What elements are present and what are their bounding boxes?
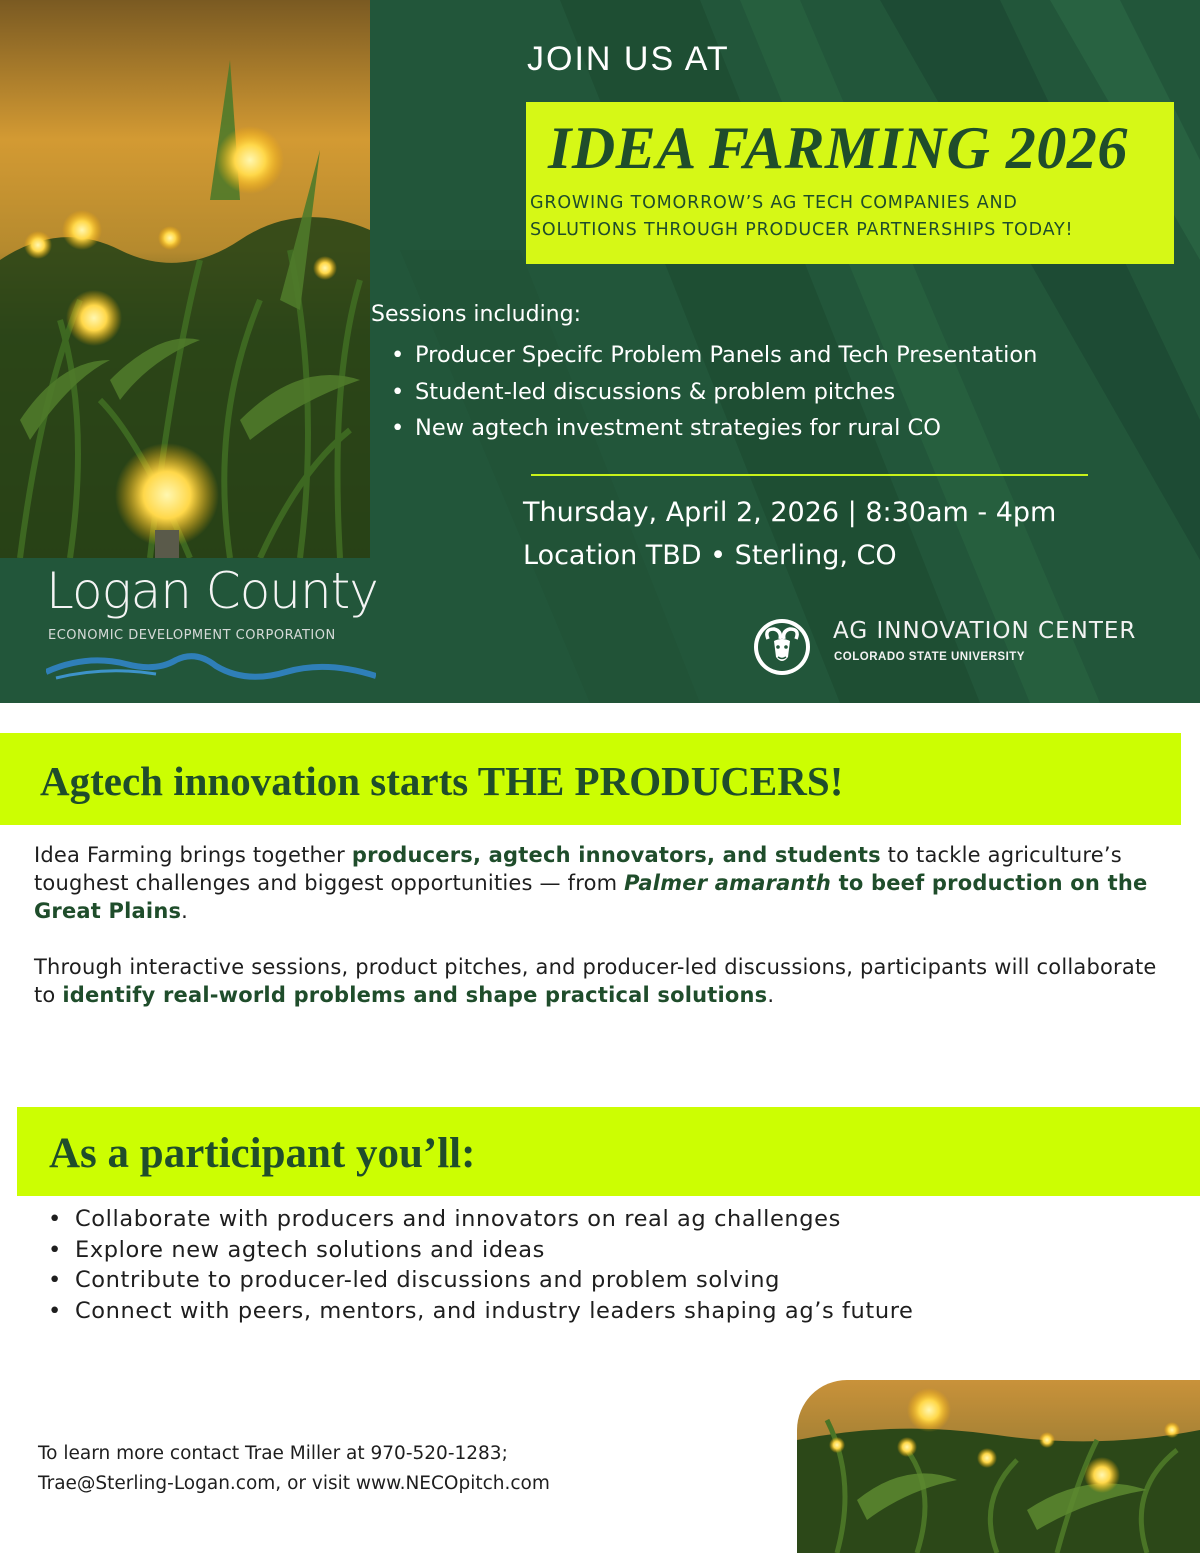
event-title-box xyxy=(526,102,1174,264)
collaborate-emphasis: identify real-world problems and shape practical solutions xyxy=(62,983,768,1007)
ram-logo-icon xyxy=(752,617,812,677)
intro-emphasis-italic: Palmer amaranth xyxy=(624,871,832,895)
session-item: • Student-led discussions & problem pitches xyxy=(391,374,1037,411)
collaborate-text: Through interactive sessions, product pitches, and producer-led discussions, participants will collaborate to xyxy=(34,955,1157,1007)
benefit-item: • Connect with peers, mentors, and industry leaders shaping ag’s future xyxy=(48,1296,914,1327)
river-wave-icon xyxy=(46,646,376,686)
innovation-heading: Agtech innovation starts THE PRODUCERS! xyxy=(40,758,844,804)
sessions-heading: Sessions including: xyxy=(371,302,581,327)
collaborate-text: . xyxy=(767,983,775,1007)
benefit-item: • Explore new agtech solutions and ideas xyxy=(48,1235,914,1266)
event-location: Location TBD • Sterling, CO xyxy=(523,540,897,571)
event-tagline xyxy=(530,190,1073,244)
intro-text: Idea Farming brings together xyxy=(34,843,352,867)
contact-line-2: Trae@Sterling-Logan.com, or visit www.NECOpitch.com xyxy=(38,1473,550,1494)
sessions-list xyxy=(391,337,1037,447)
event-date-time: Thursday, April 2, 2026 | 8:30am - 4pm xyxy=(523,497,1057,528)
benefit-item: • Contribute to producer-led discussions and problem solving xyxy=(48,1265,914,1296)
intro-text: . xyxy=(181,899,189,923)
participant-benefits-list xyxy=(48,1204,914,1326)
join-us-label: JOIN US AT xyxy=(527,40,730,78)
session-item: • Producer Specifc Problem Panels and Tech Presentation xyxy=(391,337,1037,374)
divider-line xyxy=(531,474,1088,476)
logan-county-subtitle: ECONOMIC DEVELOPMENT CORPORATION xyxy=(48,628,336,643)
contact-info xyxy=(38,1439,550,1499)
logan-county-name: Logan County xyxy=(46,562,378,620)
cornfield-lightbulb-photo xyxy=(0,0,370,558)
session-item: • New agtech investment strategies for rural CO xyxy=(391,410,1037,447)
tagline-line-1: GROWING TOMORROW’S AG TECH COMPANIES AND xyxy=(530,193,1018,213)
tagline-line-2: SOLUTIONS THROUGH PRODUCER PARTNERSHIPS TODAY! xyxy=(530,220,1074,240)
benefit-item: • Collaborate with producers and innovators on real ag challenges xyxy=(48,1204,914,1235)
ag-innovation-center-name: AG INNOVATION CENTER xyxy=(833,618,1137,644)
collaborate-paragraph xyxy=(34,953,1179,1009)
intro-emphasis: to beef production on the Great Plains xyxy=(34,871,1148,923)
intro-text: to tackle agriculture’s toughest challenges and biggest opportunities — from xyxy=(34,843,1122,895)
participant-heading-band xyxy=(17,1107,1200,1196)
intro-emphasis: producers, agtech innovators, and students xyxy=(351,843,881,867)
innovation-heading-band xyxy=(0,733,1181,825)
intro-paragraph xyxy=(34,841,1179,925)
hero-banner xyxy=(0,0,1200,703)
event-title: IDEA FARMING 2026 xyxy=(548,115,1128,181)
cornfield-lightbulb-photo-small xyxy=(797,1380,1200,1553)
contact-line-1: To learn more contact Trae Miller at 970-520-1283; xyxy=(38,1443,508,1464)
participant-heading: As a participant you’ll: xyxy=(49,1130,476,1177)
csu-subtitle: COLORADO STATE UNIVERSITY xyxy=(834,651,1025,663)
